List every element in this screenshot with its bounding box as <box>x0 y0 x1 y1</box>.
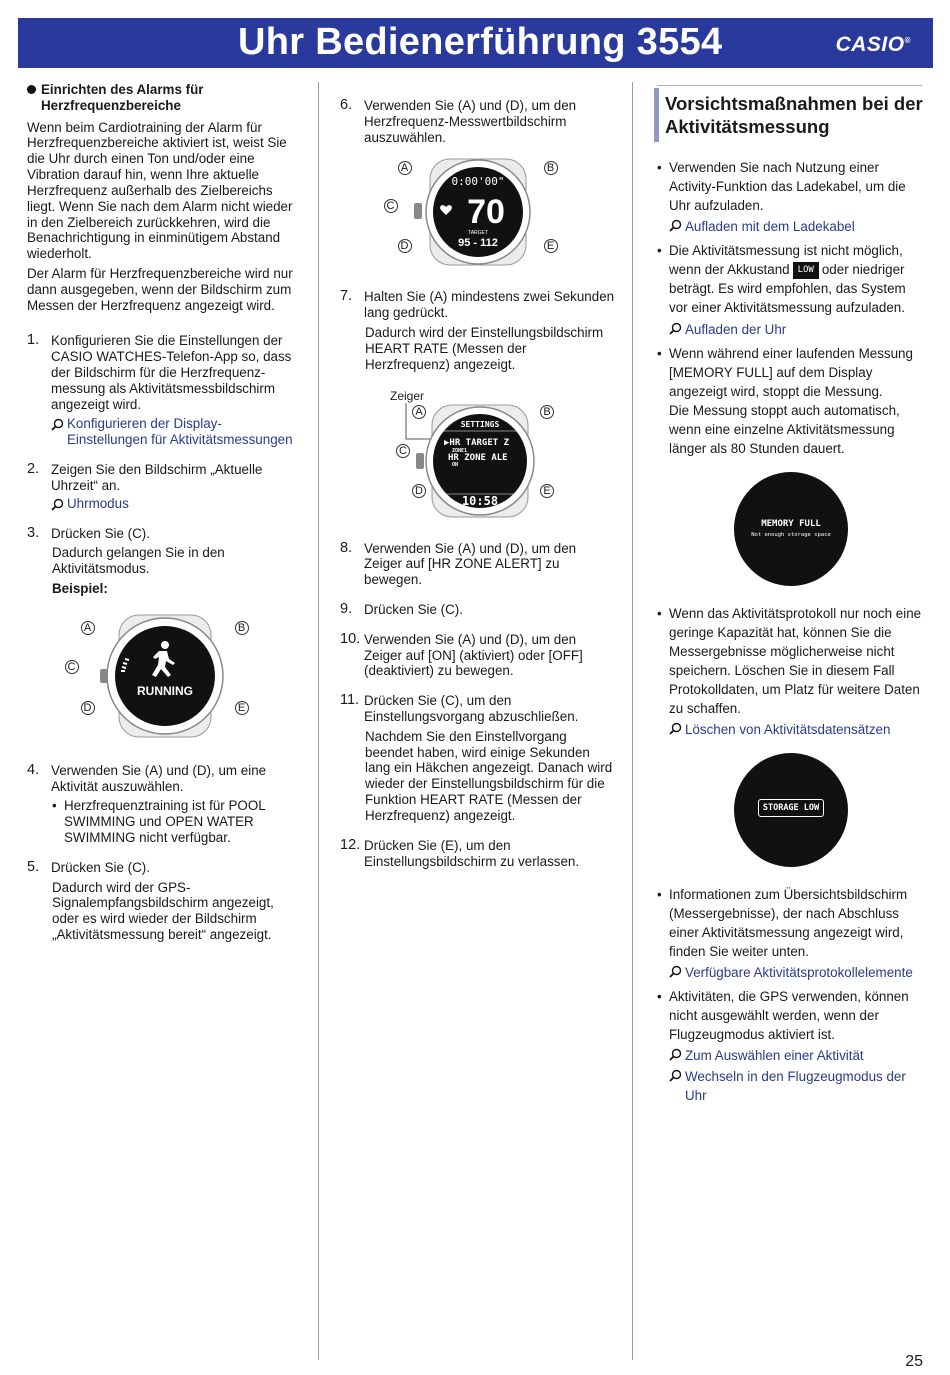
magnifier-icon <box>51 498 64 511</box>
link-airplane-mode[interactable]: Wechseln in den Flugzeugmodus der Uhr <box>669 1067 926 1105</box>
memory-full-display: MEMORY FULL Not enough storage space <box>734 472 848 586</box>
svg-text:HR ZONE ALE: HR ZONE ALE <box>448 452 508 463</box>
button-label-b: B <box>544 161 558 175</box>
column-divider <box>318 82 319 1360</box>
button-label-a: A <box>81 621 95 635</box>
button-label-d: D <box>398 239 412 253</box>
link-uhrmodus[interactable]: Uhrmodus <box>51 496 302 512</box>
button-label-c: C <box>396 444 410 458</box>
svg-text:ON: ON <box>452 461 459 468</box>
svg-text:SETTINGS: SETTINGS <box>460 419 500 429</box>
page-header <box>18 18 933 68</box>
column-right <box>656 88 926 1105</box>
watch-illustration-settings <box>340 387 615 517</box>
note-bullet: • Herzfrequenztraining ist für POOL SWIMMING und OPEN WATER SWIMMING nicht verfügbar. <box>51 798 302 845</box>
button-label-a: A <box>412 405 426 419</box>
button-label-e: E <box>544 239 558 253</box>
magnifier-icon <box>669 722 682 735</box>
column-left <box>27 82 302 943</box>
page-title: Uhr Bedienerführung 3554 <box>238 21 723 63</box>
button-label-d: D <box>81 701 95 715</box>
caution-item: • Wenn das Aktivitätsprotokoll nur noch eine geringe Kapazität hat, können Sie die Messergebnisse möglicherweise nicht speichern. Löschen Sie in diesem Fall Protokolldaten, um Platz für weitere Daten zu schaffen. Löschen von Aktivitätsdatensätzen <box>656 604 926 739</box>
link-select-activity[interactable]: Zum Auswählen einer Aktivität <box>669 1046 926 1065</box>
svg-text:10:58: 10:58 <box>461 493 499 508</box>
caution-item: • Informationen zum Übersichtsbildschirm (Messergebnisse), der nach Abschluss einer Aktivitätsmessung angezeigt wird, finden Sie weiter unten. Verfügbare Aktivitätsprotokollelemente <box>656 885 926 982</box>
title-rule <box>657 85 922 86</box>
step-1: 1. Konfigurieren Sie die Einstellungen der CASIO WATCHES-Telefon-App so, dass der Bildschirm für die Herzfrequenz-messung als Aktivitätsmessbildschirm angezeigt wird. Konfigurieren der Display-Einstellungen für Aktivitätsmessungen <box>27 333 302 448</box>
button-label-c: C <box>384 199 398 213</box>
step-12: 12. Drücken Sie (E), um den Einstellungsbildschirm zu verlassen. <box>340 836 580 869</box>
svg-text:ZONE1: ZONE1 <box>452 447 468 454</box>
caution-item: • Die Aktivitätsmessung ist nicht möglich, wenn der Akkustand LOW oder niedriger beträgt. Es wird empfohlen, das System vor einer Aktivitätsmessung aufzuladen. Aufladen der Uhr <box>656 241 926 338</box>
button-label-d: D <box>412 484 426 498</box>
step-11: 11. Drücken Sie (C), um den Einstellungsvorgang abzuschließen. Nachdem Sie den Einstellvorgang beendet haben, wird einige Sekunden lang ein Häkchen angezeigt. Danach wird wieder der Einstellungsbildschirm für die Funktion HEART RATE (Messen der Herzfrequenz) angezeigt. <box>340 692 613 823</box>
watch-illustration-heart-rate <box>386 157 555 267</box>
casio-logo: CASIO® <box>835 33 911 56</box>
magnifier-icon <box>669 1048 682 1061</box>
button-label-c: C <box>65 660 79 674</box>
caution-item: • Wenn während einer laufenden Messung [MEMORY FULL] auf dem Display angezeigt wird, stoppt die Messung. Die Messung stoppt auch automatisch, wenn eine einzelne Aktivitätsmessung länger als 80 Stunden dauert. <box>656 344 926 458</box>
svg-text:TARGET: TARGET <box>467 230 488 237</box>
button-label-e: E <box>540 484 554 498</box>
button-label-b: B <box>235 621 249 635</box>
magnifier-icon <box>669 1069 682 1082</box>
bullet-dot-icon <box>27 85 36 94</box>
link-delete-records[interactable]: Löschen von Aktivitätsdatensätzen <box>669 720 926 739</box>
link-display-settings[interactable]: Konfigurieren der Display-Einstellungen für Aktivitätsmessungen <box>51 416 302 448</box>
column-middle <box>340 82 615 869</box>
caution-item: • Aktivitäten, die GPS verwenden, können nicht ausgewählt werden, wenn der Flugzeugmodus aktiviert ist. Zum Auswählen einer Aktivität Wechseln in den Flugzeugmodus der Uhr <box>656 987 926 1105</box>
step-10: 10. Verwenden Sie (A) und (D), um den Zeiger auf [ON] (aktiviert) oder [OFF] (deaktiviert) zu bewegen. <box>340 630 583 679</box>
step-4: 4. Verwenden Sie (A) und (D), um eine Aktivität auszuwählen. • Herzfrequenztraining ist für POOL SWIMMING und OPEN WATER SWIMMING nicht verfügbar. <box>27 763 302 846</box>
watch-screen-text: RUNNING <box>136 683 193 698</box>
magnifier-icon <box>669 219 682 232</box>
step-7: 7. Halten Sie (A) mindestens zwei Sekunden lang gedrückt. Dadurch wird der Einstellungsbildschirm HEART RATE (Messen der Herzfrequenz) angezeigt. <box>340 288 615 372</box>
section-title: Vorsichtsmaßnahmen bei der Aktivitätsmessung <box>654 88 926 142</box>
svg-text:▶HR TARGET Z: ▶HR TARGET Z <box>444 437 510 448</box>
link-charging-cable[interactable]: Aufladen mit dem Ladekabel <box>669 217 926 236</box>
step-6: 6. Verwenden Sie (A) und (D), um den Herzfrequenz-Messwertbildschirm auszuwählen. <box>340 97 577 145</box>
watch-illustration-running <box>67 611 246 741</box>
step-3: 3. Drücken Sie (C). Dadurch gelangen Sie in den Aktivitätsmodus. Beispiel: <box>27 524 225 596</box>
paragraph: Wenn beim Cardiotraining der Alarm für Herzfrequenzbereiche aktiviert ist, weist Sie die Uhr durch einen Ton und/oder eine Vibration darauf hin, wenn Ihre aktuelle Herzfrequenz außerhalb des Zielbereichs liegt. Wenn Sie nach dem Alarm nicht wieder in den Zielbereich zurückkehren, wird die Benachrichtigung in einminütigem Abstand wiederholt. <box>27 119 293 262</box>
storage-low-display: STORAGE LOW <box>734 753 848 867</box>
button-label-b: B <box>540 405 554 419</box>
caution-item: • Verwenden Sie nach Nutzung einer Activity-Funktion das Ladekabel, um die Uhr aufzuladen. Aufladen mit dem Ladekabel <box>656 158 926 236</box>
step-9: 9. Drücken Sie (C). <box>340 600 463 617</box>
link-charging[interactable]: Aufladen der Uhr <box>669 320 926 339</box>
page-number: 25 <box>905 1353 923 1370</box>
svg-text:95 - 112: 95 - 112 <box>457 237 498 250</box>
battery-low-icon: LOW <box>793 262 819 279</box>
section-heading: Einrichten des Alarms für Herzfrequenzbereiche <box>27 82 302 114</box>
step-5: 5. Drücken Sie (C). Dadurch wird der GPS-Signalempfangsbildschirm angezeigt, oder es wird wieder der Bildschirm „Aktivitätsmessung bereit“ angezeigt. <box>27 858 274 943</box>
step-8: 8. Verwenden Sie (A) und (D), um den Zeiger auf [HR ZONE ALERT] zu bewegen. <box>340 539 577 588</box>
magnifier-icon <box>51 418 64 431</box>
svg-text:0:00'00": 0:00'00" <box>451 175 504 189</box>
link-log-elements[interactable]: Verfügbare Aktivitätsprotokollelemente <box>669 963 926 982</box>
magnifier-icon <box>669 322 682 335</box>
pointer-label: Zeiger <box>390 388 425 403</box>
column-divider <box>632 82 633 1360</box>
paragraph: Der Alarm für Herzfrequenzbereiche wird nur dann ausgegeben, wenn der Bildschirm zum Messen der Herzfrequenz angezeigt wird. <box>27 265 293 313</box>
step-2: 2. Zeigen Sie den Bildschirm „Aktuelle Uhrzeit“ an. Uhrmodus <box>27 462 302 511</box>
button-label-e: E <box>235 701 249 715</box>
button-label-a: A <box>398 161 412 175</box>
svg-text:70: 70 <box>466 193 505 232</box>
magnifier-icon <box>669 965 682 978</box>
